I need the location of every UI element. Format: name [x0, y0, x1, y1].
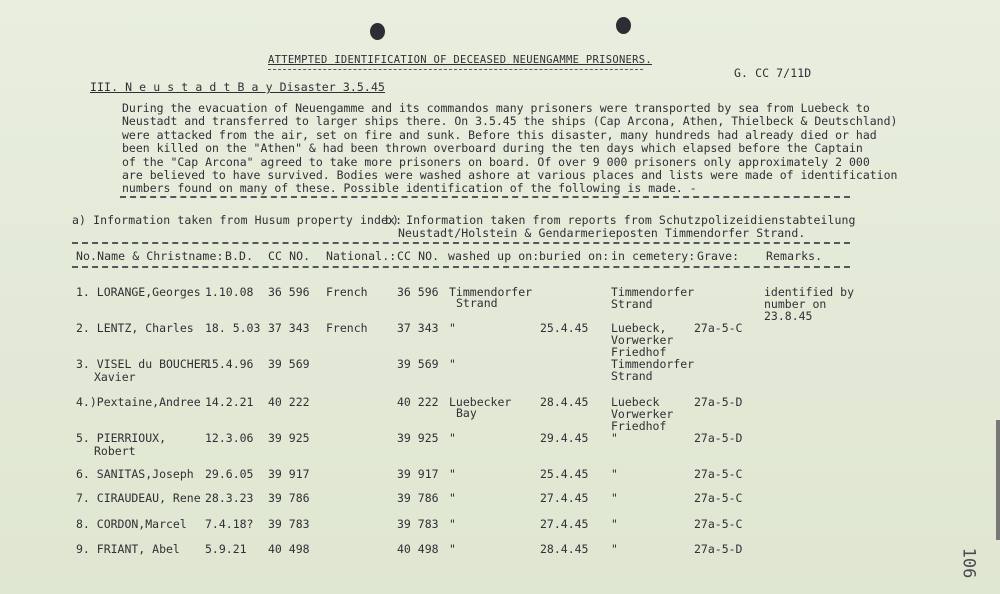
- section-heading: III. N e u s t a d t B a y Disaster 3.5.45: [90, 80, 385, 94]
- cell-dob: 7.4.18?: [205, 517, 254, 531]
- cell-cc: 39 783: [397, 517, 439, 531]
- cell-name: 3. VISEL du BOUCHER: [76, 357, 208, 371]
- cell-cc: 39 917: [268, 467, 310, 481]
- cell-cc: 37 343: [268, 321, 310, 335]
- cell-cem: ": [611, 517, 618, 531]
- cell-dob: 29.6.05: [205, 467, 254, 481]
- cell-cem: Vorwerker: [611, 333, 674, 347]
- cell-name: 8. CORDON,Marcel: [76, 517, 187, 531]
- cell-cem: Timmendorfer: [611, 285, 695, 299]
- cell-buried: 25.4.45: [540, 467, 589, 481]
- intro-line: were attacked from the air, set on fire and sunk. Before this disaster, many hundreds had already died or had: [122, 127, 877, 142]
- page-edge-shadow: [996, 420, 1000, 540]
- cell-cc: 39 786: [397, 491, 439, 505]
- header-cemetery: in cemetery:: [611, 249, 696, 263]
- cell-cem: Luebeck: [611, 395, 660, 409]
- cell-cc: 39 786: [268, 491, 310, 505]
- cell-washed: ": [449, 491, 456, 505]
- cell-cc: 39 925: [268, 431, 310, 445]
- cell-dob: 1.10.08: [205, 285, 254, 299]
- cell-cc: 40 498: [268, 542, 310, 556]
- cell-washed: Bay: [456, 406, 477, 420]
- header-birth-date: B.D.: [225, 249, 254, 263]
- cell-name: Robert: [94, 444, 136, 458]
- cell-cc: 39 569: [397, 357, 439, 371]
- cell-grave: 27a-5-D: [694, 431, 743, 445]
- header-nationality: National.:: [326, 249, 397, 263]
- cell-nationality: French: [326, 285, 368, 299]
- cell-dob: 14.2.21: [205, 395, 254, 409]
- cell-name: 2. LENTZ, Charles: [76, 321, 194, 335]
- cell-washed: ": [449, 517, 456, 531]
- cell-cem: Vorwerker: [611, 407, 674, 421]
- cell-washed: ": [449, 431, 456, 445]
- cell-cem: Timmendorfer: [611, 357, 695, 371]
- info-source-b-line2: Neustadt/Holstein & Gendarmerieposten Timmendorfer Strand.: [398, 226, 806, 240]
- header-washed-up: washed up on:: [448, 249, 540, 263]
- cell-cem: Luebeck,: [611, 321, 667, 335]
- punch-hole-right: [616, 17, 631, 34]
- cell-dob: 5.9.21: [205, 542, 247, 556]
- cell-cem: ": [611, 491, 618, 505]
- punch-hole-left: [370, 23, 385, 40]
- cell-washed: ": [449, 321, 456, 335]
- cell-buried: 27.4.45: [540, 517, 589, 531]
- cell-cc: 37 343: [397, 321, 439, 335]
- header-rule-bottom: [72, 266, 850, 268]
- cell-cem: Friedhof: [611, 419, 667, 433]
- cell-buried: 29.4.45: [540, 431, 589, 445]
- cell-cc: 39 925: [397, 431, 439, 445]
- cell-cem: ": [611, 542, 618, 556]
- cell-cc: 39 783: [268, 517, 310, 531]
- document-title: ATTEMPTED IDENTIFICATION OF DECEASED NEUENGAMME PRISONERS.: [268, 54, 653, 66]
- cell-washed: Timmendorfer: [449, 285, 533, 299]
- header-grave: Grave:: [697, 249, 740, 263]
- cell-name: 6. SANITAS,Joseph: [76, 467, 194, 481]
- cell-name: 4.)Pextaine,Andree: [76, 395, 201, 409]
- cell-name: 1. LORANGE,Georges: [76, 285, 201, 299]
- intro-line: During the evacuation of Neuengamme and its commandos many prisoners were transported by sea from Luebeck to: [122, 101, 870, 115]
- info-source-b-line1: b) Information taken from reports from Schutzpolizeidienstabteilung: [385, 213, 856, 227]
- cell-buried: 27.4.45: [540, 491, 589, 505]
- cell-cc: 40 498: [397, 542, 439, 556]
- cell-cem: Strand: [611, 369, 653, 383]
- cell-grave: 27a-5-D: [694, 542, 743, 556]
- intro-line: of the "Cap Arcona" agreed to take more prisoners on board. Of over 9 000 prisoners only approximately 2 000: [122, 154, 870, 169]
- cell-nationality: French: [326, 321, 368, 335]
- intro-line: are believed to have survived. Bodies were washed ashore at various places and lists were made of identification: [122, 168, 898, 183]
- cell-cc: 36 596: [268, 285, 310, 299]
- header-cc-number: CC NO.: [268, 249, 311, 263]
- cell-grave: 27a-5-C: [694, 517, 743, 531]
- cell-buried: 28.4.45: [540, 395, 589, 409]
- cell-grave: 27a-5-C: [694, 321, 743, 335]
- cell-washed: Strand: [456, 296, 498, 310]
- header-cc-number-b: CC NO.: [397, 249, 440, 263]
- intro-line: numbers found on many of these. Possible identification of the following is made. -: [122, 181, 697, 196]
- cell-dob: 18. 5.03: [205, 321, 261, 335]
- cell-cc: 39 569: [268, 357, 310, 371]
- cell-washed: ": [449, 467, 456, 481]
- cell-dob: 28.3.23: [205, 491, 254, 505]
- cell-name: Xavier: [94, 370, 136, 384]
- cell-cc: 36 596: [397, 285, 439, 299]
- cell-cc: 40 222: [397, 395, 439, 409]
- cell-name: 5. PIERRIOUX,: [76, 431, 167, 445]
- title-rule: [268, 69, 643, 70]
- cell-cem: ": [611, 467, 618, 481]
- cell-washed: ": [449, 357, 456, 371]
- cell-buried: 28.4.45: [540, 542, 589, 556]
- cell-name: 9. FRIANT, Abel: [76, 542, 180, 556]
- cell-washed: ": [449, 542, 456, 556]
- cell-washed: Luebecker: [449, 395, 512, 409]
- paragraph-divider: [120, 196, 850, 198]
- cell-rem: 23.8.45: [764, 309, 813, 323]
- info-source-a: a) Information taken from Husum property index:: [72, 213, 403, 227]
- cell-dob: 15.4.96: [205, 357, 254, 371]
- header-buried: buried on:: [539, 249, 610, 263]
- cell-rem: number on: [764, 297, 827, 311]
- cell-rem: identified by: [764, 285, 855, 299]
- header-name: No.Name & Christname:: [76, 249, 224, 263]
- cell-grave: 27a-5-C: [694, 467, 743, 481]
- header-remarks: Remarks.: [766, 249, 823, 263]
- intro-paragraph: [122, 101, 898, 196]
- cell-grave: 27a-5-C: [694, 491, 743, 505]
- cell-grave: 27a-5-D: [694, 395, 743, 409]
- cell-cem: Strand: [611, 297, 653, 311]
- header-rule-top: [72, 242, 850, 244]
- reference-code: G. CC 7/11D: [734, 66, 812, 80]
- intro-line: Neustadt and transferred to larger ships there. On 3.5.45 the ships (Cap Arcona, Athen, Thielbeck & Deutschland): [122, 114, 898, 129]
- cell-name: 7. CIRAUDEAU, Rene: [76, 491, 201, 505]
- cell-cc: 39 917: [397, 467, 439, 481]
- cell-cem: Friedhof: [611, 345, 667, 359]
- intro-line: been killed on the "Athen" & had been thrown overboard during the ten days which elapsed before the Captain: [122, 141, 863, 156]
- cell-dob: 12.3.06: [205, 431, 254, 445]
- cell-cem: ": [611, 431, 618, 445]
- page-number: 106: [958, 547, 979, 579]
- cell-cc: 40 222: [268, 395, 310, 409]
- cell-buried: 25.4.45: [540, 321, 589, 335]
